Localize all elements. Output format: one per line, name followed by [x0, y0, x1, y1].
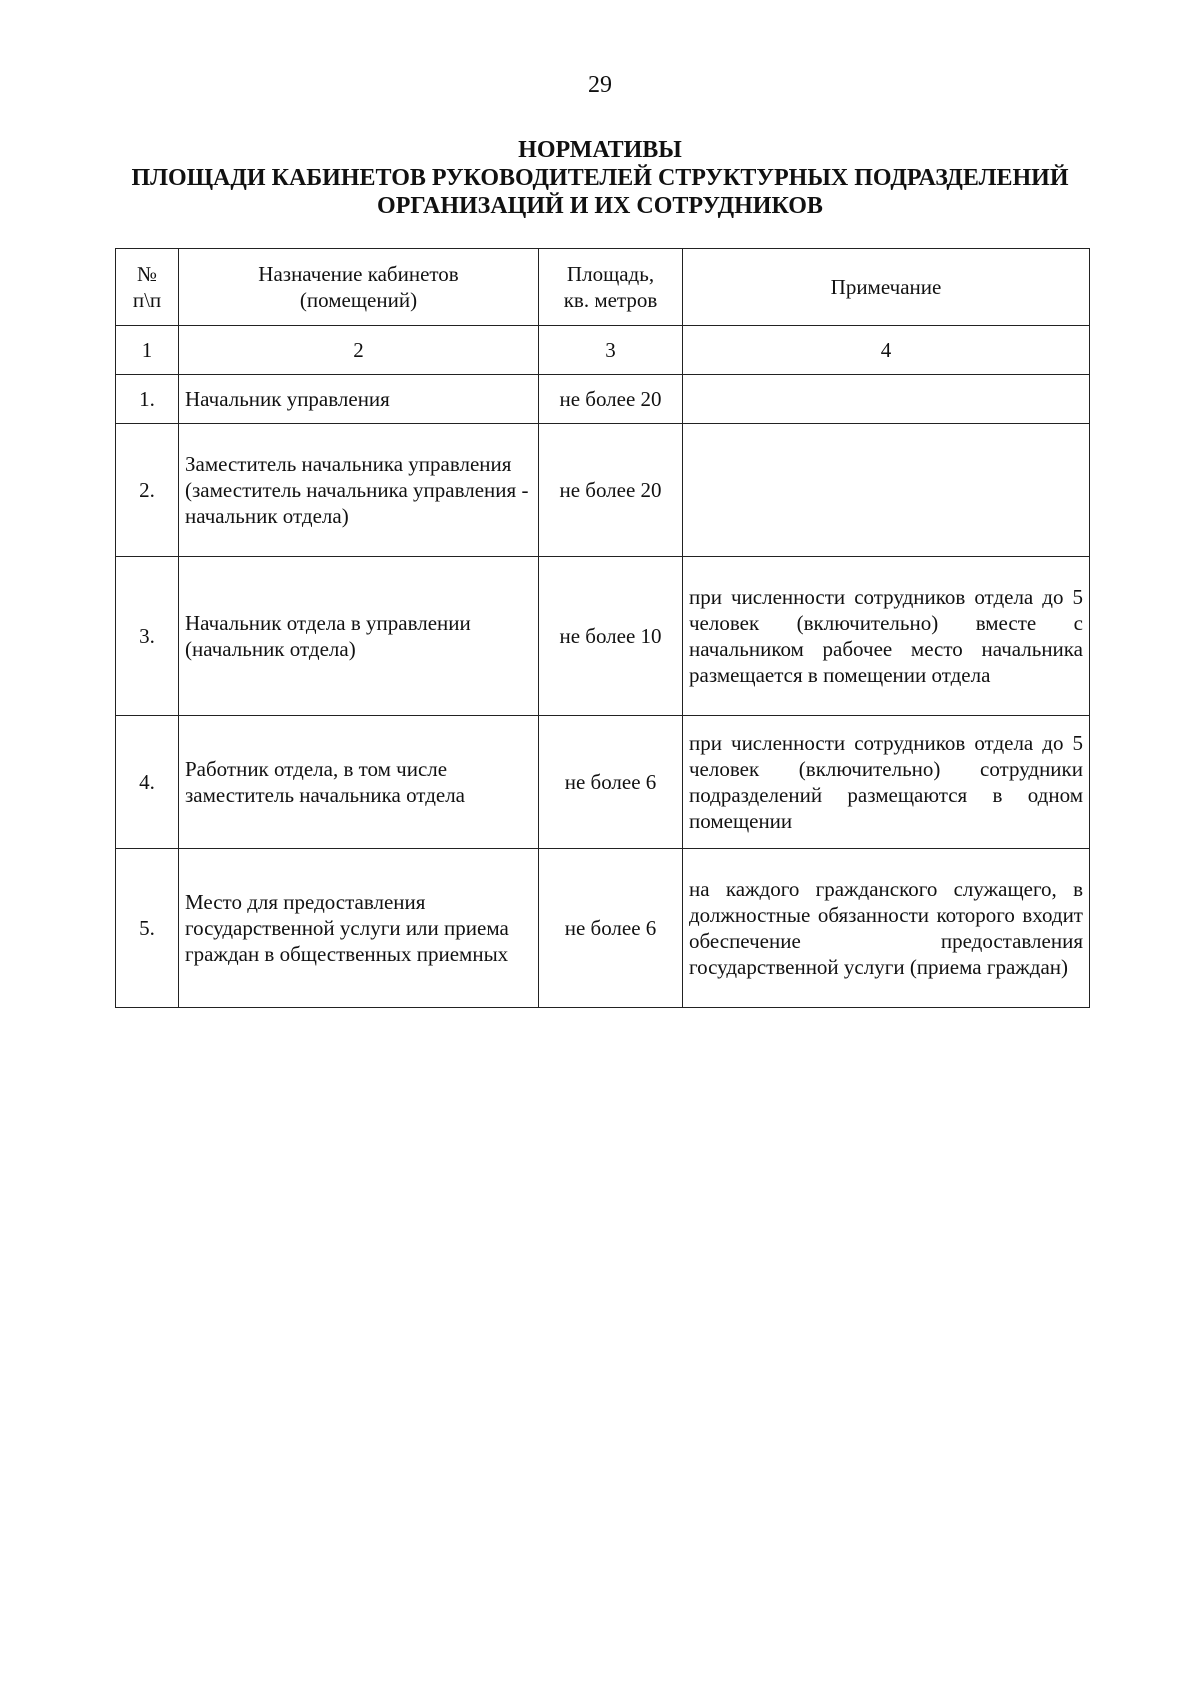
title-line-3: ОРГАНИЗАЦИЙ И ИХ СОТРУДНИКОВ: [377, 193, 823, 219]
header-area: [539, 249, 683, 326]
header-num-line1: №: [136, 262, 158, 286]
room-area: не более 10: [539, 557, 683, 716]
column-number: 1: [116, 326, 179, 375]
room-purpose: Начальник отдела в управлении (начальник отдела): [179, 557, 539, 716]
room-note: при численности сотрудников отдела до 5 человек (включительно) вместе с начальником рабочее место начальника размещается в помещении отдела: [683, 557, 1090, 716]
room-purpose: Заместитель начальника управления (заместитель начальника управления - начальник отдела): [179, 424, 539, 557]
column-number: 4: [683, 326, 1090, 375]
title-line-1: НОРМАТИВЫ: [518, 137, 682, 163]
header-num-line2: п\п: [132, 288, 162, 312]
column-number: 2: [179, 326, 539, 375]
room-area: не более 20: [539, 424, 683, 557]
room-purpose: Работник отдела, в том числе заместитель начальника отдела: [179, 716, 539, 849]
room-note: [683, 424, 1090, 557]
header-num: [116, 249, 179, 326]
header-area-line2: кв. метров: [563, 288, 658, 312]
room-note: при численности сотрудников отдела до 5 человек (включительно) сотрудники подразделений размещаются в одном помещении: [683, 716, 1090, 849]
header-name-line1: Назначение кабинетов: [258, 262, 459, 286]
row-number: 3.: [116, 557, 179, 716]
title-line-2: ПЛОЩАДИ КАБИНЕТОВ РУКОВОДИТЕЛЕЙ СТРУКТУРНЫХ ПОДРАЗДЕЛЕНИЙ: [131, 165, 1069, 191]
row-number: 1.: [116, 375, 179, 424]
column-number: 3: [539, 326, 683, 375]
room-purpose: Место для предоставления государственной услуги или приема граждан в общественных приемных: [179, 849, 539, 1008]
room-note: [683, 375, 1090, 424]
page-number: 29: [588, 72, 612, 98]
table-row: [116, 849, 1090, 1008]
header-name: [179, 249, 539, 326]
room-note: на каждого гражданского служащего, в должностные обязанности которого входит обеспечение предоставления государственной услуги (приема граждан): [683, 849, 1090, 1008]
room-purpose: Начальник управления: [179, 375, 539, 424]
header-area-line1: Площадь,: [566, 262, 655, 286]
table-row: [116, 375, 1090, 424]
room-area: не более 6: [539, 716, 683, 849]
header-note: Примечание: [683, 249, 1090, 326]
norms-table: [115, 248, 1090, 1008]
header-name-line2: (помещений): [299, 288, 418, 312]
table-header-row: [116, 249, 1090, 326]
document-title: [0, 136, 1200, 220]
table-row: [116, 424, 1090, 557]
row-number: 2.: [116, 424, 179, 557]
room-area: не более 6: [539, 849, 683, 1008]
room-area: не более 20: [539, 375, 683, 424]
row-number: 4.: [116, 716, 179, 849]
table-row: [116, 557, 1090, 716]
row-number: 5.: [116, 849, 179, 1008]
column-number-row: [116, 326, 1090, 375]
table-row: [116, 716, 1090, 849]
